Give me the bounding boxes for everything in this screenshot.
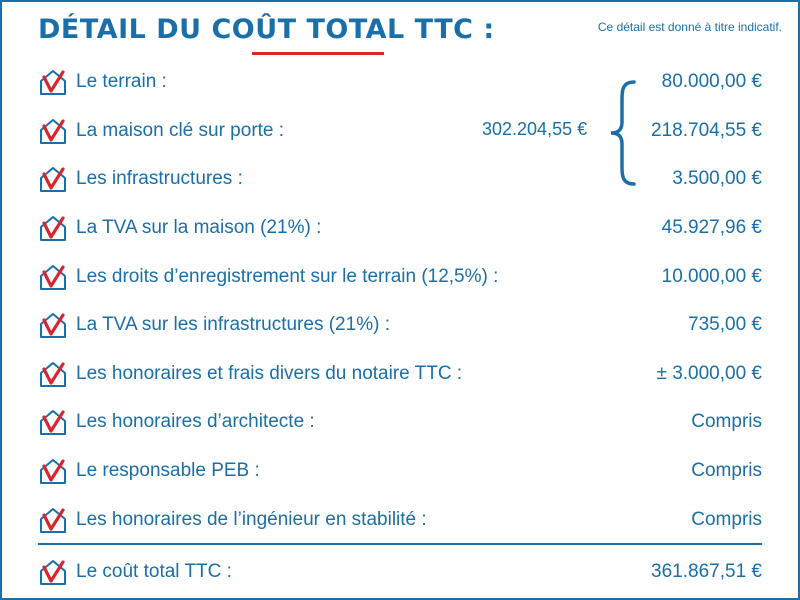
list-item	[38, 447, 762, 496]
item-label: Les infrastructures :	[76, 168, 243, 190]
item-value: ± 3.000,00 €	[656, 362, 762, 384]
house-check-icon	[38, 117, 68, 145]
item-label: Le terrain :	[76, 71, 167, 93]
item-value: Compris	[691, 508, 762, 530]
title-underline	[252, 52, 384, 55]
house-check-icon	[38, 360, 68, 388]
list-item	[38, 398, 762, 447]
item-label: La TVA sur les infrastructures (21%) :	[76, 314, 390, 336]
item-value: Compris	[691, 460, 762, 482]
house-check-icon	[38, 214, 68, 242]
list-item	[38, 350, 762, 399]
house-check-icon	[38, 165, 68, 193]
item-label: Les honoraires de l’ingénieur en stabilité :	[76, 508, 427, 530]
subtotal-value: 302.204,55 €	[482, 119, 588, 139]
item-label: La maison clé sur porte :	[76, 119, 285, 141]
item-value: 10.000,00 €	[661, 265, 762, 287]
item-value: 735,00 €	[688, 314, 762, 336]
list-item	[38, 204, 762, 253]
house-check-icon	[38, 311, 68, 339]
house-check-icon	[38, 558, 68, 586]
item-label: La TVA sur la maison (21%) :	[76, 217, 322, 239]
list-item	[38, 58, 762, 107]
item-label: Les honoraires d’architecte :	[76, 411, 315, 433]
curly-brace-icon	[606, 78, 640, 188]
item-label: Les honoraires et frais divers du notaire TTC :	[76, 362, 463, 384]
total-value: 361.867,51 €	[651, 561, 762, 583]
item-value: 80.000,00 €	[661, 71, 762, 93]
page-title: DÉTAIL DU COÛT TOTAL TTC :	[38, 14, 495, 45]
house-check-icon	[38, 68, 68, 96]
total-row	[38, 548, 762, 597]
list-item	[38, 107, 762, 156]
item-label: Le responsable PEB :	[76, 460, 260, 482]
list-item	[38, 301, 762, 350]
cost-list	[38, 58, 762, 544]
house-check-icon	[38, 506, 68, 534]
item-value: 218.704,55 €	[651, 119, 762, 141]
total-divider	[38, 543, 762, 545]
list-item	[38, 252, 762, 301]
item-value: 45.927,96 €	[661, 217, 762, 239]
item-value: 3.500,00 €	[672, 168, 762, 190]
disclaimer-note: Ce détail est donné à titre indicatif.	[597, 20, 782, 34]
house-check-icon	[38, 457, 68, 485]
house-check-icon	[38, 408, 68, 436]
house-check-icon	[38, 263, 68, 291]
item-value: Compris	[691, 411, 762, 433]
item-label: Les droits d’enregistrement sur le terrain (12,5%) :	[76, 265, 499, 287]
total-label: Le coût total TTC :	[76, 561, 232, 583]
list-item	[38, 495, 762, 544]
list-item	[38, 155, 762, 204]
